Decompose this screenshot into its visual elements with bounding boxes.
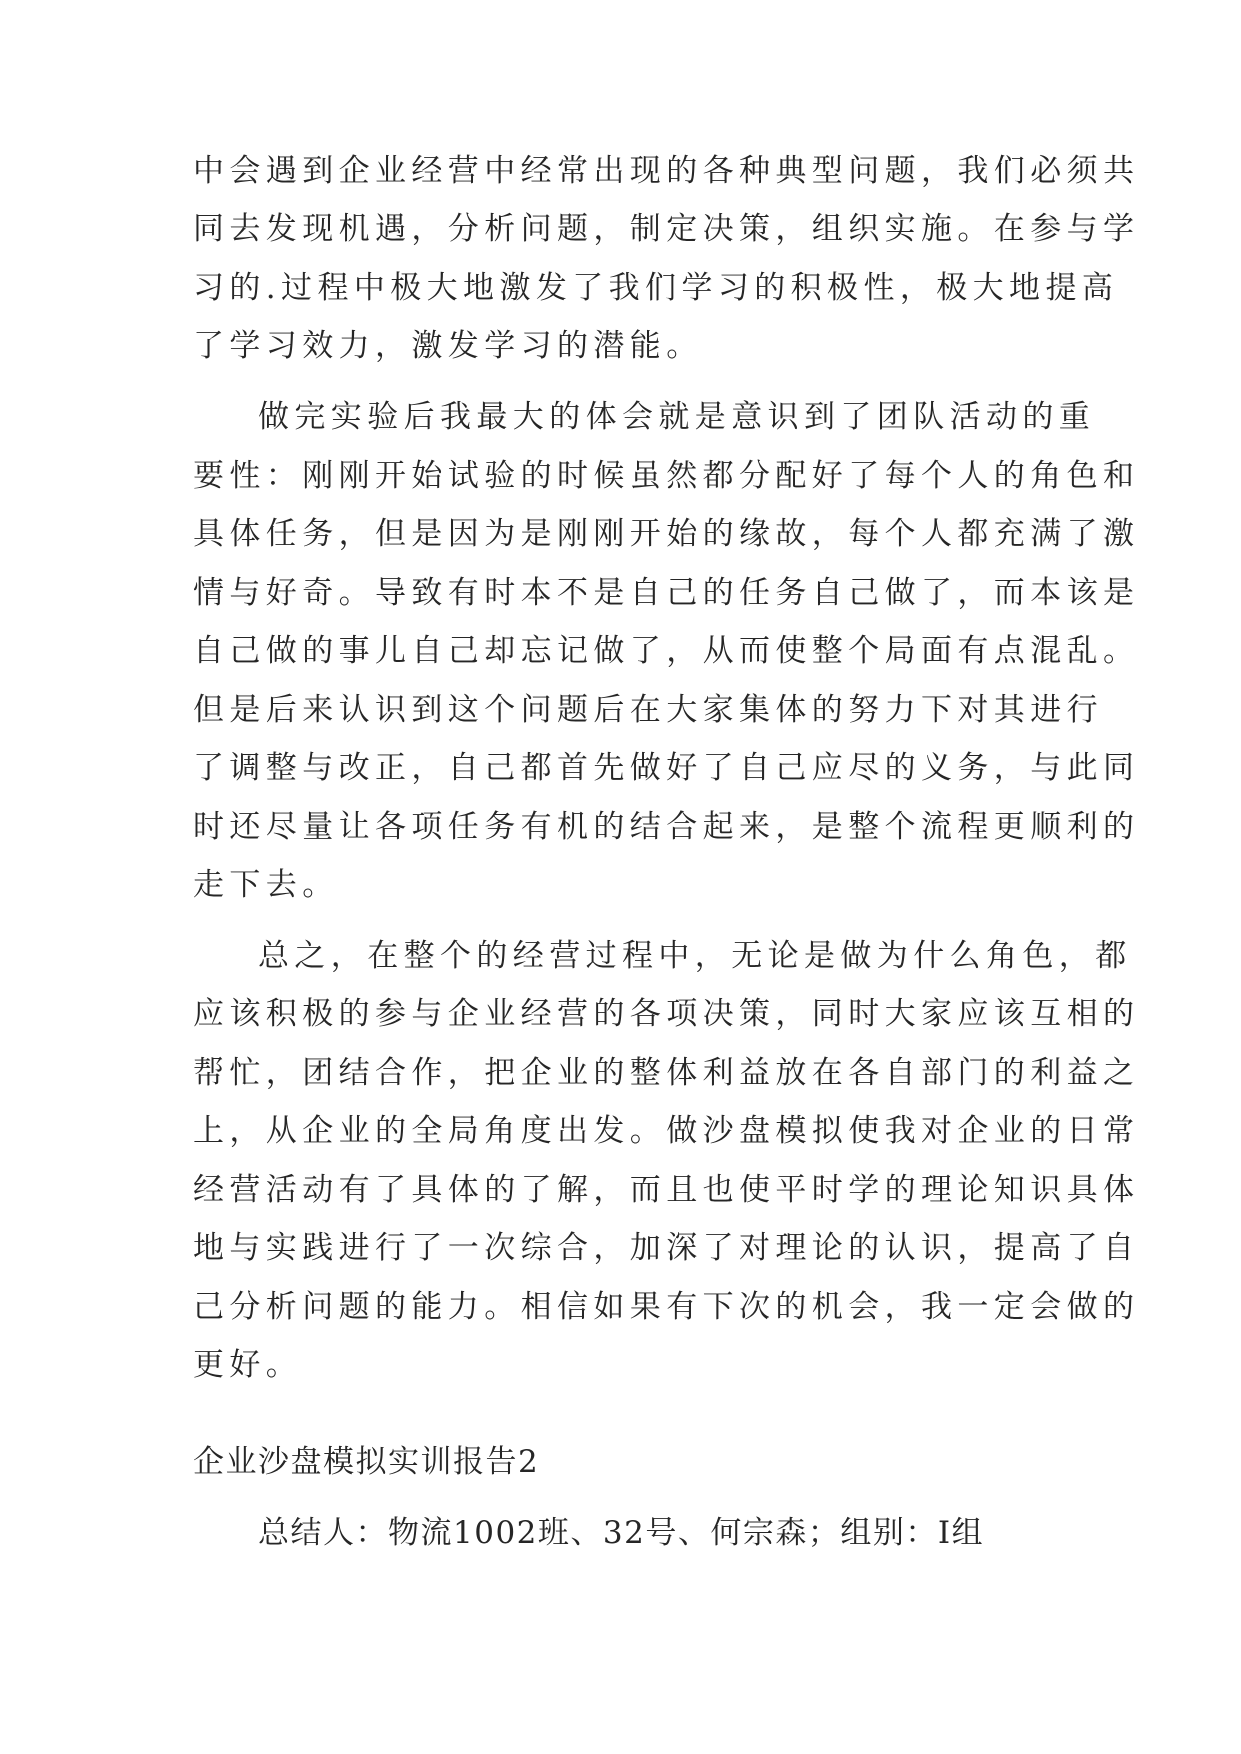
section-title: 企业沙盘模拟实训报告2 (193, 1444, 540, 1480)
text-line: 总之，在整个的经营过程中，无论是做为什么角色，都 (258, 938, 1132, 974)
text-line: 帮忙，团结合作，把企业的整体利益放在各自部门的利益之 (193, 1055, 1140, 1091)
text-line: 习的.过程中极大地激发了我们学习的积极性，极大地提高 (193, 270, 1119, 306)
text-line: 做完实验后我最大的体会就是意识到了团队活动的重 (258, 399, 1096, 435)
text-line: 同去发现机遇，分析问题，制定决策，组织实施。在参与学 (193, 211, 1140, 247)
text-line: 更好。 (193, 1347, 303, 1383)
text-line: 走下去。 (193, 867, 339, 903)
text-line: 地与实践进行了一次综合，加深了对理论的认识，提高了自 (193, 1230, 1140, 1266)
text-line: 但是后来认识到这个问题后在大家集体的努力下对其进行 (193, 692, 1103, 728)
text-line: 自己做的事儿自己却忘记做了，从而使整个局面有点混乱。 (193, 633, 1140, 669)
text-line: 经营活动有了具体的了解，而且也使平时学的理论知识具体 (193, 1172, 1140, 1208)
text-line: 上，从企业的全局角度出发。做沙盘模拟使我对企业的日常 (193, 1113, 1140, 1149)
text-line: 情与好奇。导致有时本不是自己的任务自己做了，而本该是 (193, 575, 1140, 611)
text-line: 中会遇到企业经营中经常出现的各种典型问题，我们必须共 (193, 153, 1140, 189)
text-line: 己分析问题的能力。相信如果有下次的机会，我一定会做的 (193, 1289, 1140, 1325)
text-line: 了学习效力，激发学习的潜能。 (193, 328, 703, 364)
summary-line: 总结人：物流1002班、32号、何宗森；组别：I组 (258, 1515, 985, 1551)
text-line: 应该积极的参与企业经营的各项决策，同时大家应该互相的 (193, 996, 1140, 1032)
text-line: 时还尽量让各项任务有机的结合起来，是整个流程更顺利的 (193, 809, 1140, 845)
text-line: 具体任务，但是因为是刚刚开始的缘故，每个人都充满了激 (193, 516, 1140, 552)
text-line: 了调整与改正，自己都首先做好了自己应尽的义务，与此同 (193, 750, 1140, 786)
text-line: 要性：刚刚开始试验的时候虽然都分配好了每个人的角色和 (193, 458, 1140, 494)
